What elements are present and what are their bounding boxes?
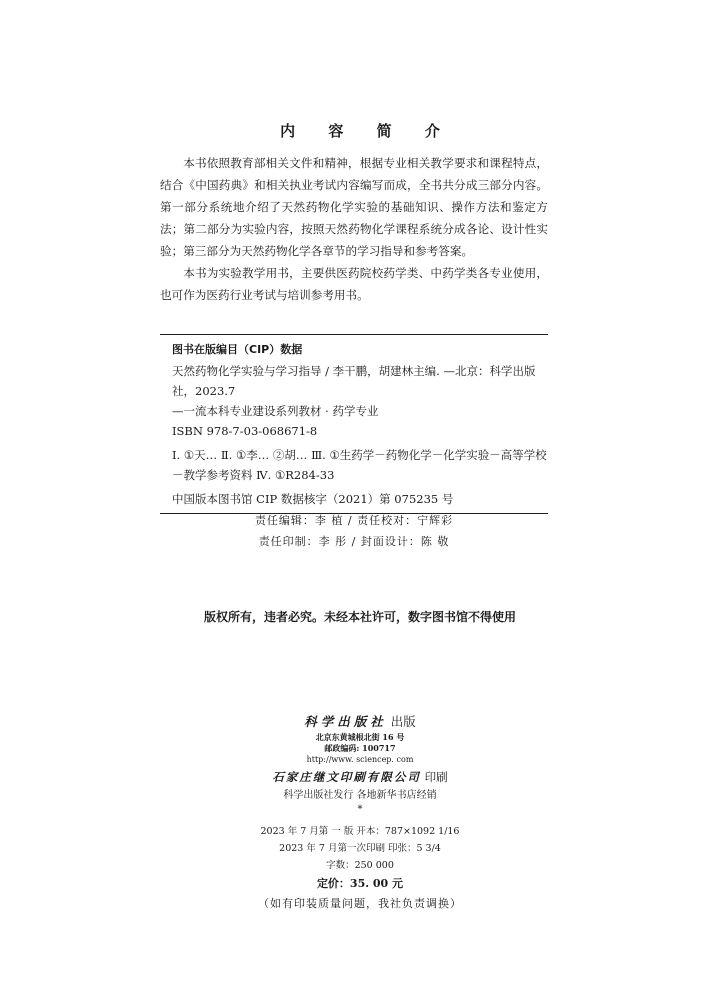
publisher-website: http://www. sciencep. com (306, 755, 414, 764)
editors-line-1: 责任编辑：李 植 / 责任校对：宁辉彩 (254, 514, 454, 527)
summary-paragraph-1: 本书依照教育部相关文件和精神，根据专业相关教学要求和课程特点，结合《中国药典》和相关执业考试内容编写而成，全书共分成三部分内容。第一部分系统地介绍了天然药物化学实验的基础知识、操作方法和鉴定方法；第二部分为实验内容，按照天然药物化学课程系统分成各论、设计性实验；第三部分为天然药物化学各章节的学习指导和参考答案。 (160, 156, 548, 258)
cip-book-line: 天然药物化学实验与学习指导 / 李干鹏，胡建林主编. —北京：科学出版社，2023.7 (172, 364, 536, 398)
publisher-address: 北京东黄城根北街 16 号 (315, 732, 405, 742)
cip-data-block (160, 334, 548, 514)
cip-series: —一流本科专业建设系列教材 · 药学专业 (172, 404, 379, 418)
quality-note: （如有印装质量问题，我社负责调换） (258, 897, 462, 910)
word-count: 字数：250 000 (326, 860, 394, 871)
responsible-staff (160, 510, 548, 552)
printer-line (0, 767, 720, 787)
distribution-line: 科学出版社发行 各地新华书店经销 (283, 790, 437, 801)
editors-line-2: 责任印制：李 彤 / 封面设计：陈 敬 (258, 535, 450, 548)
edition-line: 2023 年 7 月第 一 版 开本：787×1092 1/16 (260, 826, 460, 837)
rights-notice: 版权所有，违者必究。未经本社许可，数字图书馆不得使用 (203, 610, 516, 624)
cip-record-number: 中国版本图书馆 CIP 数据核字（2021）第 075235 号 (172, 492, 454, 506)
cip-classification: Ⅰ. ①天… Ⅱ. ①李… ②胡… Ⅲ. ①生药学－药物化学－化学实验－高等学校－教学参考资料 Ⅳ. ①R284-33 (172, 448, 547, 482)
publisher-postcode: 邮政编码: 100717 (324, 743, 396, 753)
publisher-suffix: 出版 (386, 714, 416, 729)
printer-suffix: 印刷 (420, 770, 448, 784)
cip-isbn: ISBN 978-7-03-068671-8 (172, 424, 318, 438)
price: 定价：35. 00 元 (316, 877, 404, 890)
summary-paragraph-2: 本书为实验教学用书，主要供医药院校药学类、中药学类各专业使用，也可作为医药行业考试与培训参考用书。 (160, 266, 548, 302)
content-summary (160, 152, 548, 306)
page-title: 内 容 简 介 (280, 122, 454, 140)
separator-star: * (357, 804, 363, 815)
printer-name: 石家庄继文印刷有限公司 (272, 770, 421, 784)
cip-heading: 图书在版编目（CIP）数据 (172, 343, 303, 356)
colophon (0, 712, 720, 914)
printing-line: 2023 年 7 月第一次印刷 印张：5 3/4 (279, 843, 441, 854)
publisher-line (0, 712, 720, 732)
publisher-name: 科学出版社 (304, 714, 387, 729)
